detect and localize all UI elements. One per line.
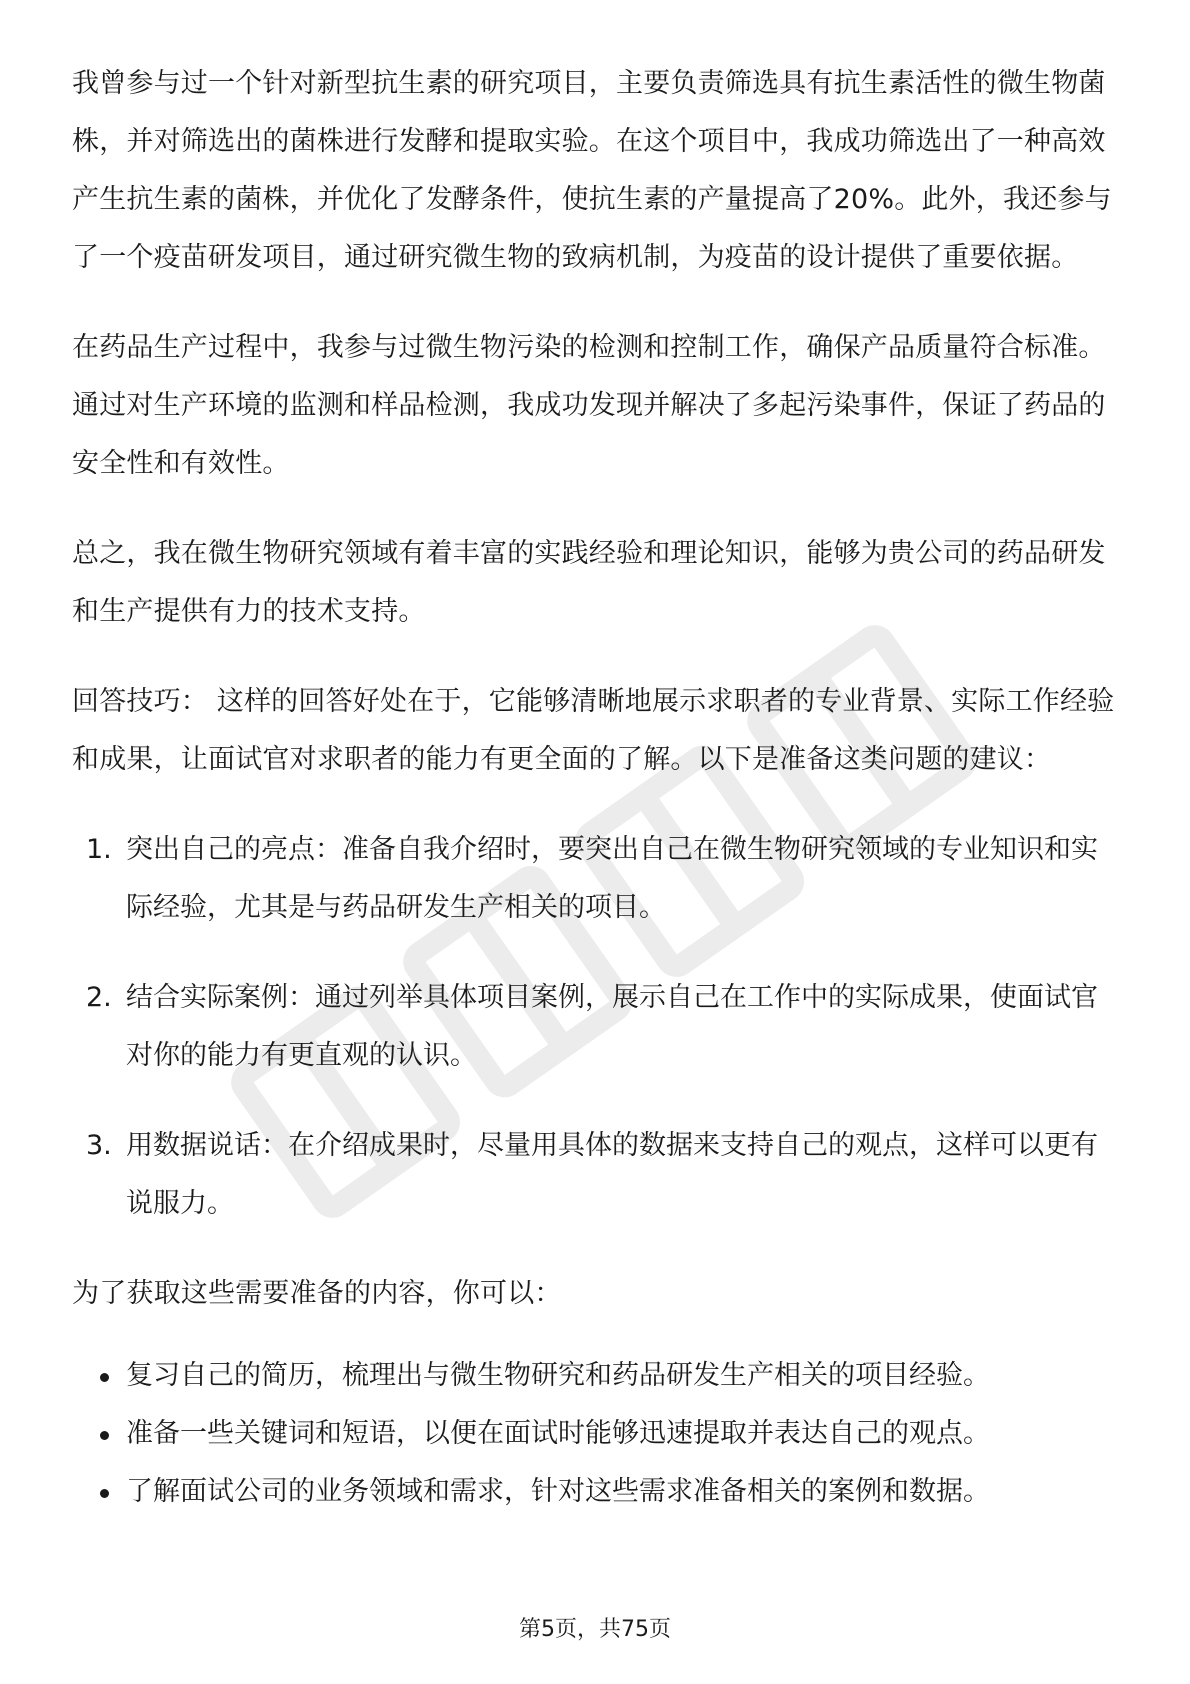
bullet-icon	[100, 1373, 109, 1382]
list-item-text: 突出自己的亮点：准备自我介绍时，要突出自己在微生物研究领域的专业知识和实际经验，尤其是与药品研发生产相关的项目。	[126, 834, 1098, 923]
bullet-icon	[100, 1489, 109, 1498]
list-item-text: 了解面试公司的业务领域和需求，针对这些需求准备相关的案例和数据。	[126, 1476, 990, 1507]
list-item-text: 准备一些关键词和短语，以便在面试时能够迅速提取并表达自己的观点。	[126, 1418, 990, 1449]
list-item-text: 用数据说话：在介绍成果时，尽量用具体的数据来支持自己的观点，这样可以更有说服力。	[126, 1130, 1098, 1219]
list-number: 1.	[86, 834, 112, 865]
list-item-text: 结合实际案例：通过列举具体项目案例，展示自己在工作中的实际成果，使面试官对你的能力有更直观的认识。	[126, 982, 1098, 1071]
tips-list	[72, 821, 1122, 1233]
list-item-text: 复习自己的简历，梳理出与微生物研究和药品研发生产相关的项目经验。	[126, 1360, 990, 1391]
document-page	[72, 55, 1122, 1521]
paragraph-project-experience: 我曾参与过一个针对新型抗生素的研究项目，主要负责筛选具有抗生素活性的微生物菌株，并对筛选出的菌株进行发酵和提取实验。在这个项目中，我成功筛选出了一种高效产生抗生素的菌株，并优化了发酵条件，使抗生素的产量提高了20%。此外，我还参与了一个疫苗研发项目，通过研究微生物的致病机制，为疫苗的设计提供了重要依据。	[72, 68, 1112, 273]
list-number: 2.	[86, 982, 112, 1013]
list-item	[72, 1117, 1122, 1233]
list-number: 3.	[86, 1130, 112, 1161]
page-footer: 第5页，共75页	[519, 1617, 671, 1642]
list-item	[72, 969, 1122, 1085]
prep-list	[72, 1347, 1122, 1521]
paragraph-summary: 总之，我在微生物研究领域有着丰富的实践经验和理论知识，能够为贵公司的药品研发和生产提供有力的技术支持。	[72, 538, 1106, 627]
bullet-icon	[100, 1431, 109, 1440]
list-item	[72, 1463, 1122, 1521]
list-item	[72, 1347, 1122, 1405]
paragraph-contamination-control: 在药品生产过程中，我参与过微生物污染的检测和控制工作，确保产品质量符合标准。通过对生产环境的监测和样品检测，我成功发现并解决了多起污染事件，保证了药品的安全性和有效性。	[72, 332, 1106, 479]
list-item	[72, 1405, 1122, 1463]
paragraph-prep-intro: 为了获取这些需要准备的内容，你可以：	[72, 1278, 562, 1309]
list-item	[72, 821, 1122, 937]
paragraph-answer-tips: 回答技巧： 这样的回答好处在于，它能够清晰地展示求职者的专业背景、实际工作经验和成果，让面试官对求职者的能力有更全面的了解。以下是准备这类问题的建议：	[72, 686, 1115, 775]
